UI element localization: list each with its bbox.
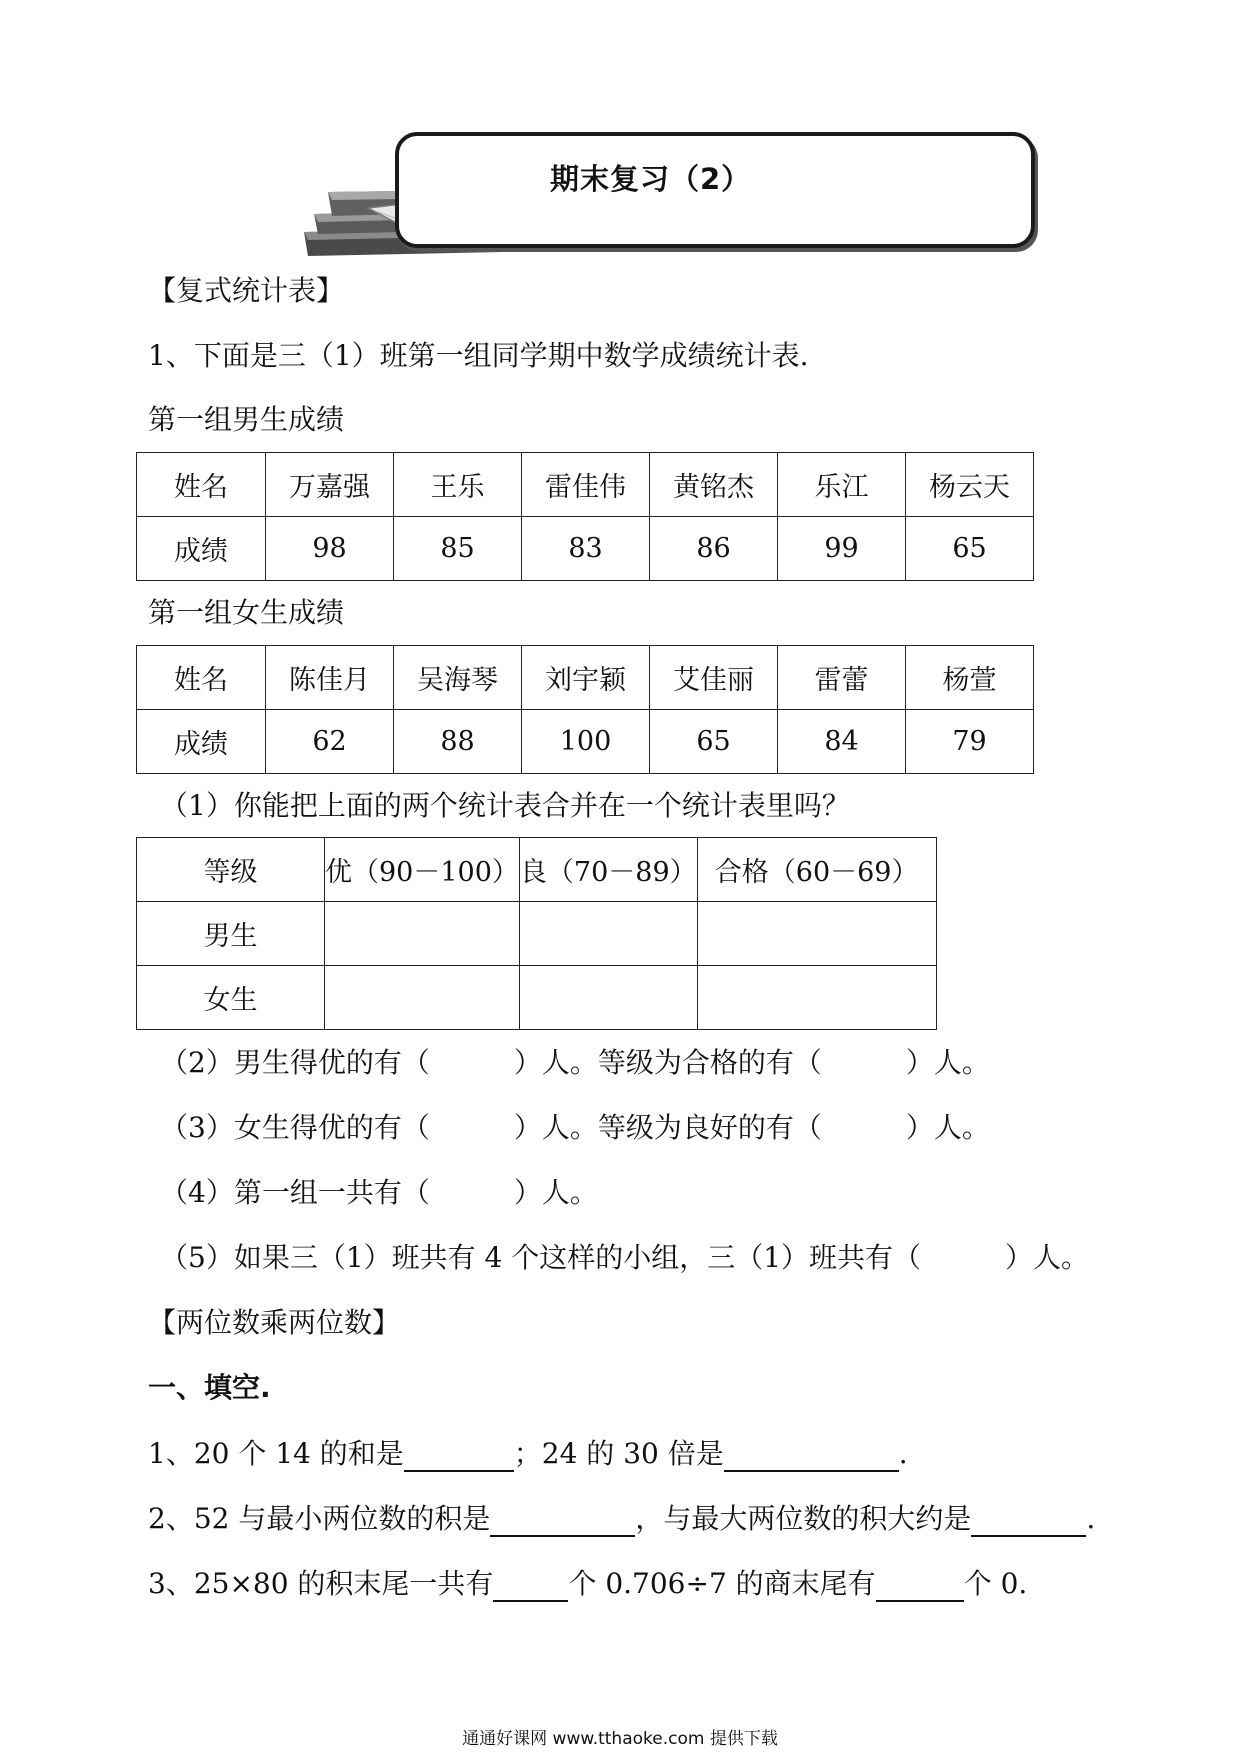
answer-blank[interactable] <box>404 1440 514 1472</box>
sub-question-4: （4）第一组一共有（ ）人。 <box>160 1176 598 1209</box>
table-row-label: 成绩 <box>137 710 266 774</box>
fill-question-text: . <box>898 1437 908 1470</box>
answer-cell[interactable] <box>697 966 936 1030</box>
boys-score-table <box>136 452 1034 581</box>
answer-cell[interactable] <box>697 902 936 966</box>
table-cell: 杨云天 <box>906 453 1034 517</box>
fill-question-3 <box>148 1566 1027 1602</box>
table-row-label: 成绩 <box>137 517 266 581</box>
fill-question-text: . <box>1086 1502 1096 1535</box>
fill-question-text: 2、52 与最小两位数的积是 <box>148 1502 491 1535</box>
table-header-cell: 优（90－100） <box>325 838 520 902</box>
answer-blank[interactable] <box>876 1570 964 1602</box>
table-cell: 83 <box>522 517 650 581</box>
table-cell: 雷佳伟 <box>522 453 650 517</box>
answer-blank[interactable] <box>490 1505 635 1537</box>
fill-question-text: 1、20 个 14 的和是 <box>148 1437 404 1470</box>
table-cell: 艾佳丽 <box>650 646 778 710</box>
fill-question-text: 3、25×80 的积末尾一共有 <box>148 1567 494 1600</box>
answer-cell[interactable] <box>519 966 697 1030</box>
table-row-label: 男生 <box>137 902 325 966</box>
section-heading-multiplication: 【两位数乘两位数】 <box>148 1306 401 1339</box>
fill-question-text: ；24 的 30 倍是 <box>513 1437 724 1470</box>
merged-grade-table <box>136 837 937 1030</box>
table-cell: 吴海琴 <box>394 646 522 710</box>
table-cell: 85 <box>394 517 522 581</box>
sub-question-1: （1）你能把上面的两个统计表合并在一个统计表里吗？ <box>160 789 850 822</box>
table-header-cell: 良（70－89） <box>519 838 697 902</box>
table-cell: 王乐 <box>394 453 522 517</box>
answer-cell[interactable] <box>325 966 520 1030</box>
table-row-label: 姓名 <box>137 646 266 710</box>
table-cell: 62 <box>266 710 394 774</box>
table-cell: 65 <box>906 517 1034 581</box>
table-cell: 100 <box>522 710 650 774</box>
question-1-intro: 1、下面是三（1）班第一组同学期中数学成绩统计表. <box>148 339 809 372</box>
answer-cell[interactable] <box>519 902 697 966</box>
fill-question-1 <box>148 1436 908 1472</box>
table-cell: 88 <box>394 710 522 774</box>
table-row-label: 姓名 <box>137 453 266 517</box>
table-cell: 杨萱 <box>906 646 1034 710</box>
footer-credit: 通通好课网 www.tthaoke.com 提供下载 <box>462 1729 778 1749</box>
girls-table-caption: 第一组女生成绩 <box>148 596 345 629</box>
table-cell: 99 <box>778 517 906 581</box>
table-cell: 乐江 <box>778 453 906 517</box>
fill-question-text: 个 0. <box>963 1567 1028 1600</box>
page-title: 期末复习（2） <box>550 162 752 196</box>
table-cell: 84 <box>778 710 906 774</box>
part-1-heading: 一、填空. <box>148 1371 271 1404</box>
sub-question-2: （2）男生得优的有（ ）人。等级为合格的有（ ）人。 <box>160 1046 990 1079</box>
table-cell: 65 <box>650 710 778 774</box>
table-cell: 刘宇颖 <box>522 646 650 710</box>
table-cell: 86 <box>650 517 778 581</box>
answer-blank[interactable] <box>724 1440 899 1472</box>
table-cell: 98 <box>266 517 394 581</box>
table-header-cell: 合格（60－69） <box>697 838 936 902</box>
boys-table-caption: 第一组男生成绩 <box>148 403 345 436</box>
table-header-cell: 等级 <box>137 838 325 902</box>
table-cell: 陈佳月 <box>266 646 394 710</box>
girls-score-table <box>136 645 1034 774</box>
answer-cell[interactable] <box>325 902 520 966</box>
table-cell: 79 <box>906 710 1034 774</box>
sub-question-5: （5）如果三（1）班共有 4 个这样的小组，三（1）班共有（ ）人。 <box>160 1241 1090 1274</box>
table-cell: 黄铭杰 <box>650 453 778 517</box>
answer-blank[interactable] <box>493 1570 568 1602</box>
answer-blank[interactable] <box>971 1505 1086 1537</box>
table-cell: 雷蕾 <box>778 646 906 710</box>
fill-question-text: ，与最大两位数的积大约是 <box>635 1502 972 1535</box>
table-cell: 万嘉强 <box>266 453 394 517</box>
sub-question-3: （3）女生得优的有（ ）人。等级为良好的有（ ）人。 <box>160 1111 990 1144</box>
section-heading-statistics: 【复式统计表】 <box>148 274 345 307</box>
fill-question-2 <box>148 1501 1095 1537</box>
fill-question-text: 个 0.706÷7 的商末尾有 <box>568 1567 876 1600</box>
table-row-label: 女生 <box>137 966 325 1030</box>
